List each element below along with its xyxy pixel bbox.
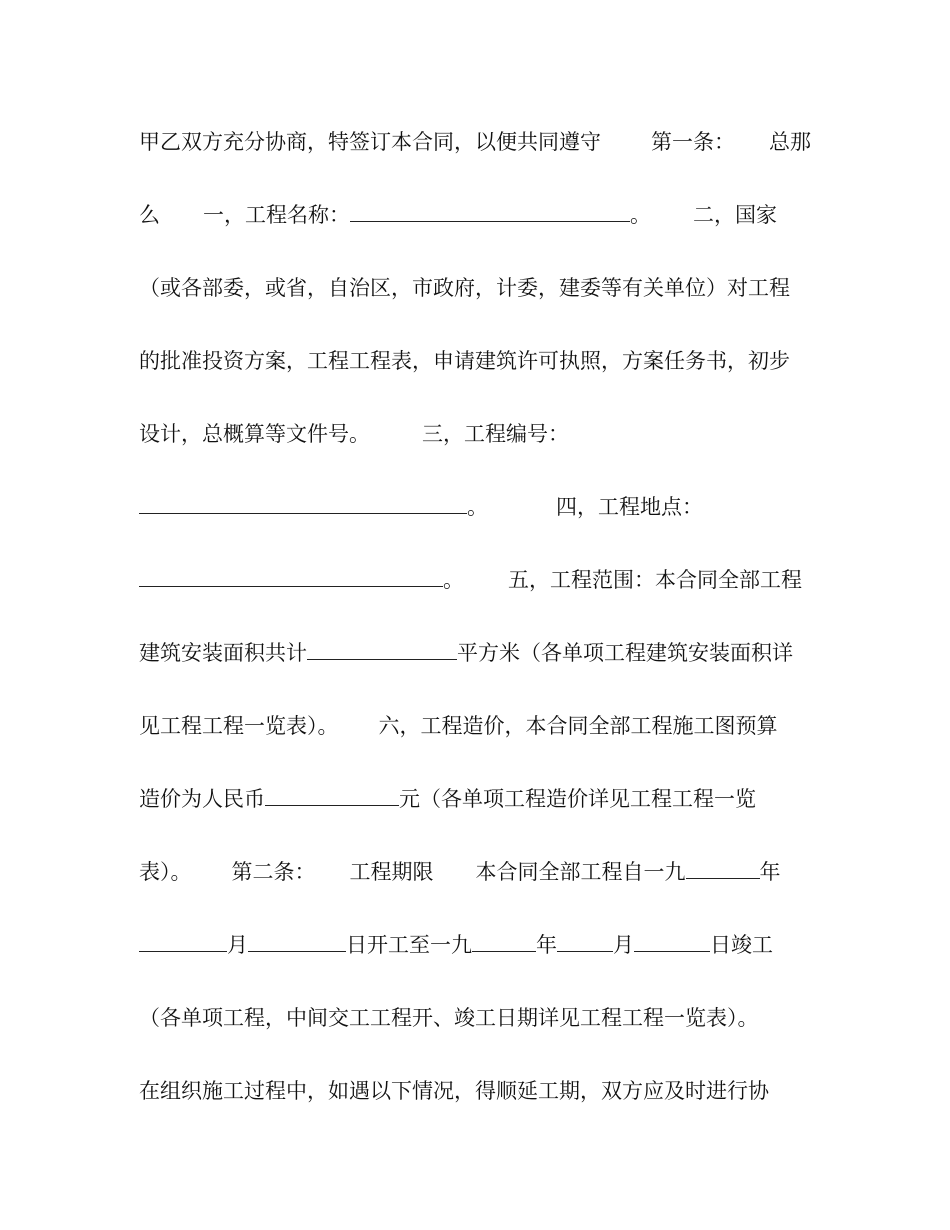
text-segment: 设计，总概算等文件号。 <box>139 422 370 446</box>
start-day-blank[interactable] <box>248 929 346 952</box>
text-line <box>139 564 819 596</box>
text-segment: （或各部委，或省，自治区，市政府，计委，建委等有关单位）对工程 <box>139 276 790 300</box>
text-segment: 年 <box>536 933 557 957</box>
start-year-blank[interactable] <box>686 856 760 879</box>
project-location-blank[interactable] <box>139 564 443 587</box>
text-segment: 的批准投资方案，工程工程表，申请建筑许可执照，方案任务书，初步 <box>139 349 790 373</box>
end-month-blank[interactable] <box>557 929 613 952</box>
text-line <box>139 637 819 669</box>
text-segment: 甲乙双方充分协商，特签订本合同，以便共同遵守 <box>139 130 601 154</box>
text-segment: （各单项工程，中间交工工程开、竣工日期详见工程工程一览表）。 <box>139 1006 759 1030</box>
text-segment: 。 <box>443 568 464 592</box>
text-segment: 四，工程地点： <box>556 495 703 519</box>
text-segment: 表）。 <box>139 860 192 884</box>
text-segment: 总那 <box>769 130 811 154</box>
text-segment: 本合同全部工程自一九 <box>475 860 686 884</box>
text-segment: 二，国家 <box>693 203 777 227</box>
project-number-blank[interactable] <box>139 491 467 514</box>
text-segment: 日开工至一九 <box>346 933 472 957</box>
text-segment: 么 <box>139 203 160 227</box>
text-segment: 建筑安装面积共计 <box>139 641 307 665</box>
text-segment: 工程期限 <box>349 860 434 884</box>
text-line <box>139 783 819 815</box>
text-segment: 年 <box>759 860 781 884</box>
article-heading: 第二条： <box>231 860 316 884</box>
text-segment: 平方米（各单项工程建筑安装面积详 <box>457 641 793 665</box>
text-line <box>139 856 819 888</box>
end-day-blank[interactable] <box>634 929 710 952</box>
text-segment: 元（各单项工程造价详见工程工程一览 <box>399 787 756 811</box>
text-segment: 五，工程范围：本合同全部工程 <box>508 568 802 592</box>
text-segment: 在组织施工过程中，如遇以下情况，得顺延工期，双方应及时进行协 <box>139 1079 769 1103</box>
text-segment: 月 <box>613 933 634 957</box>
start-month-blank[interactable] <box>139 929 227 952</box>
cost-blank[interactable] <box>265 783 399 806</box>
end-year-blank[interactable] <box>472 929 536 952</box>
text-line <box>139 929 819 961</box>
text-line <box>139 710 819 742</box>
text-line <box>139 418 819 450</box>
text-segment: 。 <box>630 203 651 227</box>
text-line <box>139 199 819 231</box>
text-segment: 三，工程编号： <box>422 422 569 446</box>
article-heading: 第一条： <box>651 130 735 154</box>
text-segment: 一，工程名称： <box>203 203 350 227</box>
text-segment: 造价为人民币 <box>139 787 265 811</box>
text-segment: 六，工程造价，本合同全部工程施工图预算 <box>378 714 778 738</box>
text-line <box>139 126 819 158</box>
text-line <box>139 491 819 523</box>
text-line <box>139 1075 819 1107</box>
text-segment: 见工程工程一览表）。 <box>139 714 339 738</box>
project-name-blank[interactable] <box>350 199 630 222</box>
text-line <box>139 272 819 304</box>
area-blank[interactable] <box>307 637 457 660</box>
text-segment: 月 <box>227 933 248 957</box>
text-segment: 日竣工 <box>710 933 773 957</box>
text-line <box>139 1002 819 1034</box>
text-segment: 。 <box>467 495 488 519</box>
text-line <box>139 345 819 377</box>
